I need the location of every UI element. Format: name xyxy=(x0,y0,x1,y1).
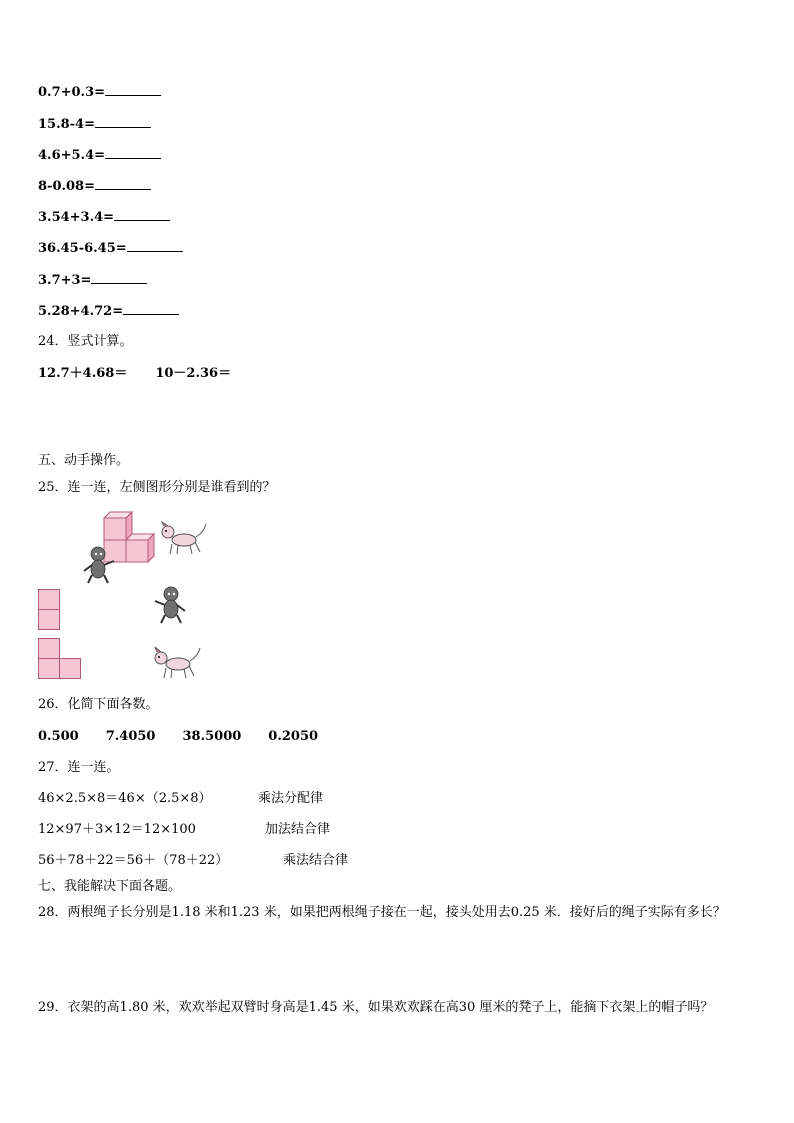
q24-title: 24．竖式计算。 xyxy=(38,334,133,349)
equation-7: 3.7+3= xyxy=(38,272,147,289)
answer-blank[interactable] xyxy=(123,303,179,315)
q24-expressions xyxy=(38,366,231,382)
q27-expr-1: 46×2.5×8＝46×（2.5×8） xyxy=(38,791,212,806)
answer-blank[interactable] xyxy=(95,178,151,190)
answer-blank[interactable] xyxy=(105,147,161,159)
dog-icon xyxy=(152,644,202,680)
answer-blank[interactable] xyxy=(91,272,147,284)
monkey-icon xyxy=(153,585,187,625)
q27-expr-3: 56＋78＋22＝56＋（78＋22） xyxy=(38,853,229,868)
q25-title: 25．连一连，左侧图形分别是谁看到的？ xyxy=(38,480,276,495)
q27-law-1[interactable]: 乘法分配律 xyxy=(258,791,324,806)
answer-blank[interactable] xyxy=(105,84,161,96)
q27-title: 27．连一连。 xyxy=(38,760,120,775)
q26-title: 26．化简下面各数。 xyxy=(38,697,159,712)
equation-5: 3.54+3.4= xyxy=(38,209,170,226)
q27-law-2[interactable]: 加法结合律 xyxy=(265,822,331,837)
answer-blank[interactable] xyxy=(114,209,170,221)
equation-3: 4.6+5.4= xyxy=(38,147,161,164)
q29-text: 29．衣架的高1.80 米，欢欢举起双臂时身高是1.45 米，如果欢欢踩在高30 厘米的凳子上，能摘下衣架上的帽子吗？ xyxy=(38,1000,714,1015)
q27-expr-2: 12×97＋3×12＝12×100 xyxy=(38,822,196,837)
dog-icon xyxy=(160,520,208,556)
number-item: 7.4050 xyxy=(105,729,156,744)
equation-1: 0.7+0.3= xyxy=(38,84,161,101)
number-item: 0.500 xyxy=(38,729,79,744)
monkey-icon xyxy=(82,545,116,585)
q27-law-3[interactable]: 乘法结合律 xyxy=(283,853,349,868)
shape-l-three-squares xyxy=(38,638,84,680)
q24-expr-2: 10－2.36＝ xyxy=(155,366,232,381)
q26-numbers xyxy=(38,729,318,745)
q24-expr-1: 12.7＋4.68＝ xyxy=(38,366,128,381)
number-item: 0.2050 xyxy=(268,729,319,744)
section-5-title: 五、动手操作。 xyxy=(38,453,130,468)
answer-blank[interactable] xyxy=(127,240,183,252)
answer-blank[interactable] xyxy=(95,116,151,128)
number-item: 38.5000 xyxy=(182,729,242,744)
q28-text: 28．两根绳子长分别是1.18 米和1.23 米，如果把两根绳子接在一起，接头处用去0.25 米．接好后的绳子实际有多长？ xyxy=(38,905,726,920)
equation-8: 5.28+4.72= xyxy=(38,303,179,320)
equation-2: 15.8-4= xyxy=(38,116,151,133)
equation-4: 8-0.08= xyxy=(38,178,151,195)
equation-6: 36.45-6.45= xyxy=(38,240,183,257)
section-7-title: 七、我能解决下面各题。 xyxy=(38,879,182,894)
shape-two-stacked-squares xyxy=(38,589,62,631)
